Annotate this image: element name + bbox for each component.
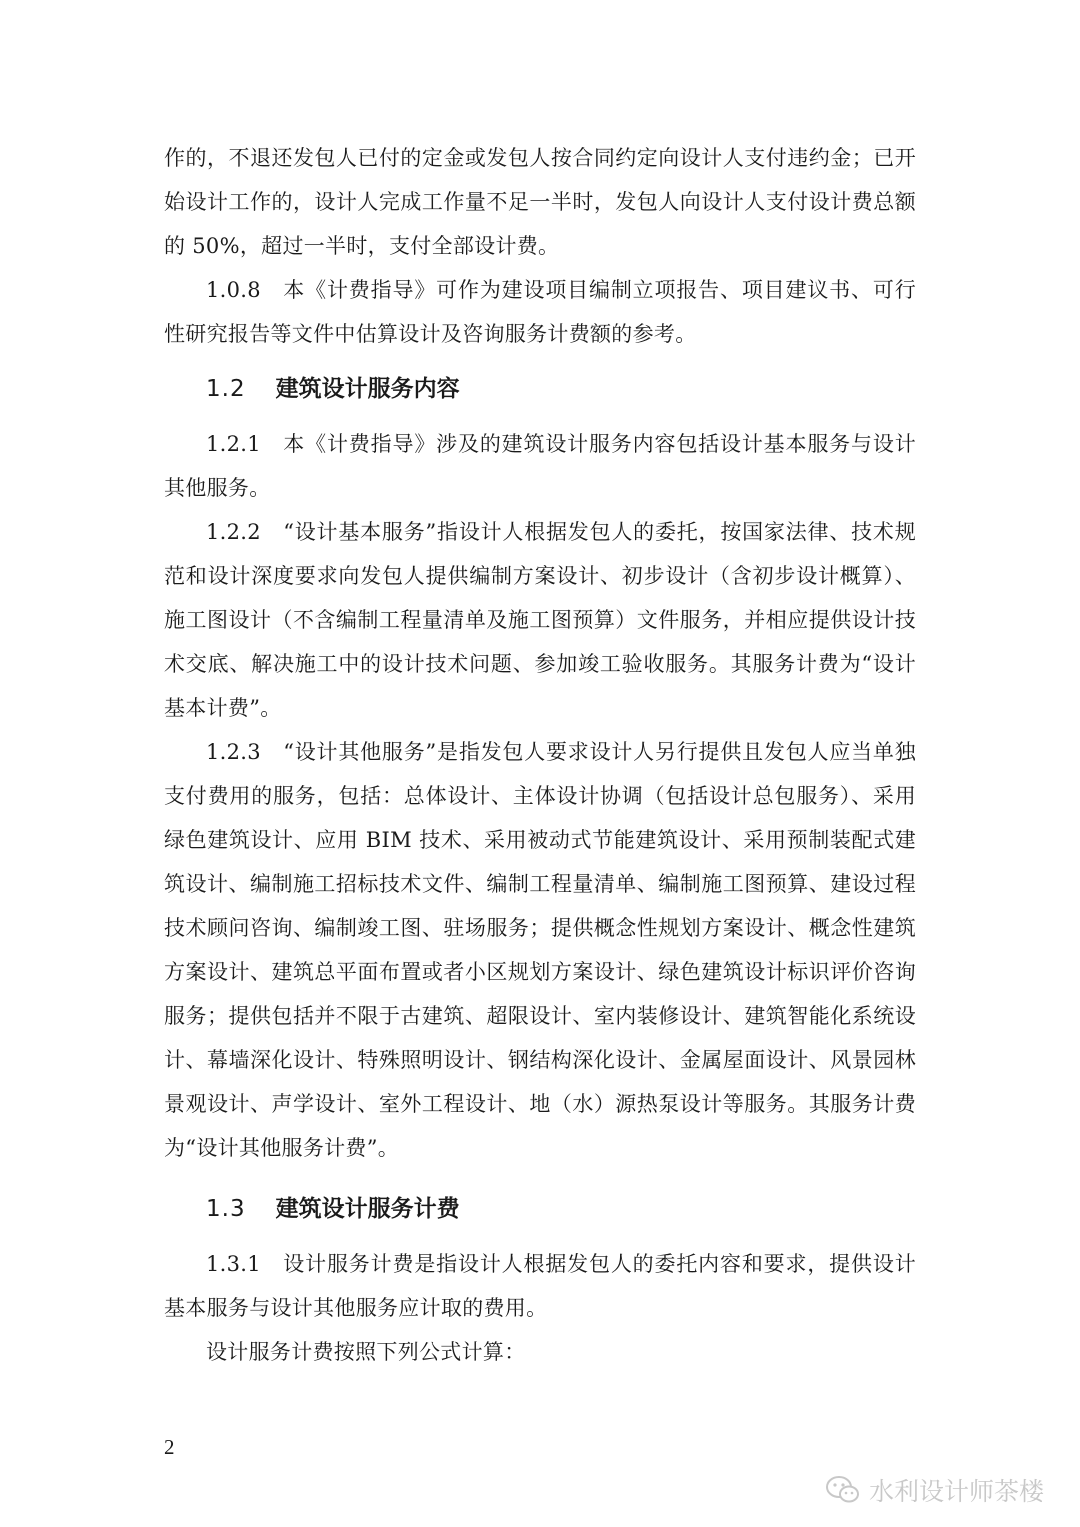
paragraph-continued: 作的，不退还发包人已付的定金或发包人按合同约定向设计人支付违约金；已开始设计工作的，设计人完成工作量不足一半时，发包人向设计人支付设计费总额的 50%，超过一半时，支付全部设计费。 — [164, 146, 916, 258]
paragraph-1-2-1: 1.2.1 本《计费指导》涉及的建筑设计服务内容包括设计基本服务与设计其他服务。 — [164, 432, 916, 500]
section-title: 建筑设计服务内容 — [275, 376, 460, 402]
section-heading-1-3 — [164, 1176, 916, 1242]
watermark-text: 水利设计师茶楼 — [868, 1477, 1044, 1506]
section-heading-1-2 — [164, 356, 916, 422]
body-text — [164, 136, 916, 1374]
wechat-icon — [825, 1475, 861, 1505]
paragraph-1-3-1: 1.3.1 设计服务计费是指设计人根据发包人的委托内容和要求，提供设计基本服务与设计其他服务应计取的费用。 — [164, 1252, 916, 1320]
paragraph-1-2-2: 1.2.2 “设计基本服务”指设计人根据发包人的委托，按国家法律、技术规范和设计深度要求向发包人提供编制方案设计、初步设计（含初步设计概算）、施工图设计（不含编制工程量清单及施工图预算）文件服务，并相应提供设计技术交底、解决施工中的设计技术问题、参加竣工验收服务。其服务计费为“设计基本计费”。 — [164, 520, 916, 720]
paragraph-1-2-3: 1.2.3 “设计其他服务”是指发包人要求设计人另行提供且发包人应当单独支付费用的服务，包括：总体设计、主体设计协调（包括设计总包服务）、采用绿色建筑设计、应用 BIM 技术、采用被动式节能建筑设计、采用预制装配式建筑设计、编制施工招标技术文件、编制工程量清单、编制施工图预算、建设过程技术顾问咨询、编制竣工图、驻场服务；提供概念性规划方案设计、概念性建筑方案设计、建筑总平面布置或者小区规划方案设计、绿色建筑设计标识评价咨询服务；提供包括并不限于古建筑、超限设计、室内装修设计、建筑智能化系统设计、幕墙深化设计、特殊照明设计、钢结构深化设计、金属屋面设计、风景园林景观设计、声学设计、室外工程设计、地（水）源热泵设计等服务。其服务计费为“设计其他服务计费”。 — [164, 740, 916, 1160]
section-title: 建筑设计服务计费 — [275, 1196, 460, 1222]
paragraph-formula-intro: 设计服务计费按照下列公式计算： — [206, 1340, 526, 1364]
paragraph-1-0-8: 1.0.8 本《计费指导》可作为建设项目编制立项报告、项目建议书、可行性研究报告等文件中估算设计及咨询服务计费额的参考。 — [164, 278, 916, 346]
watermark — [825, 1472, 1044, 1508]
page-number: 2 — [164, 1435, 175, 1459]
section-number: 1.3 — [206, 1196, 246, 1222]
section-number: 1.2 — [206, 376, 246, 402]
